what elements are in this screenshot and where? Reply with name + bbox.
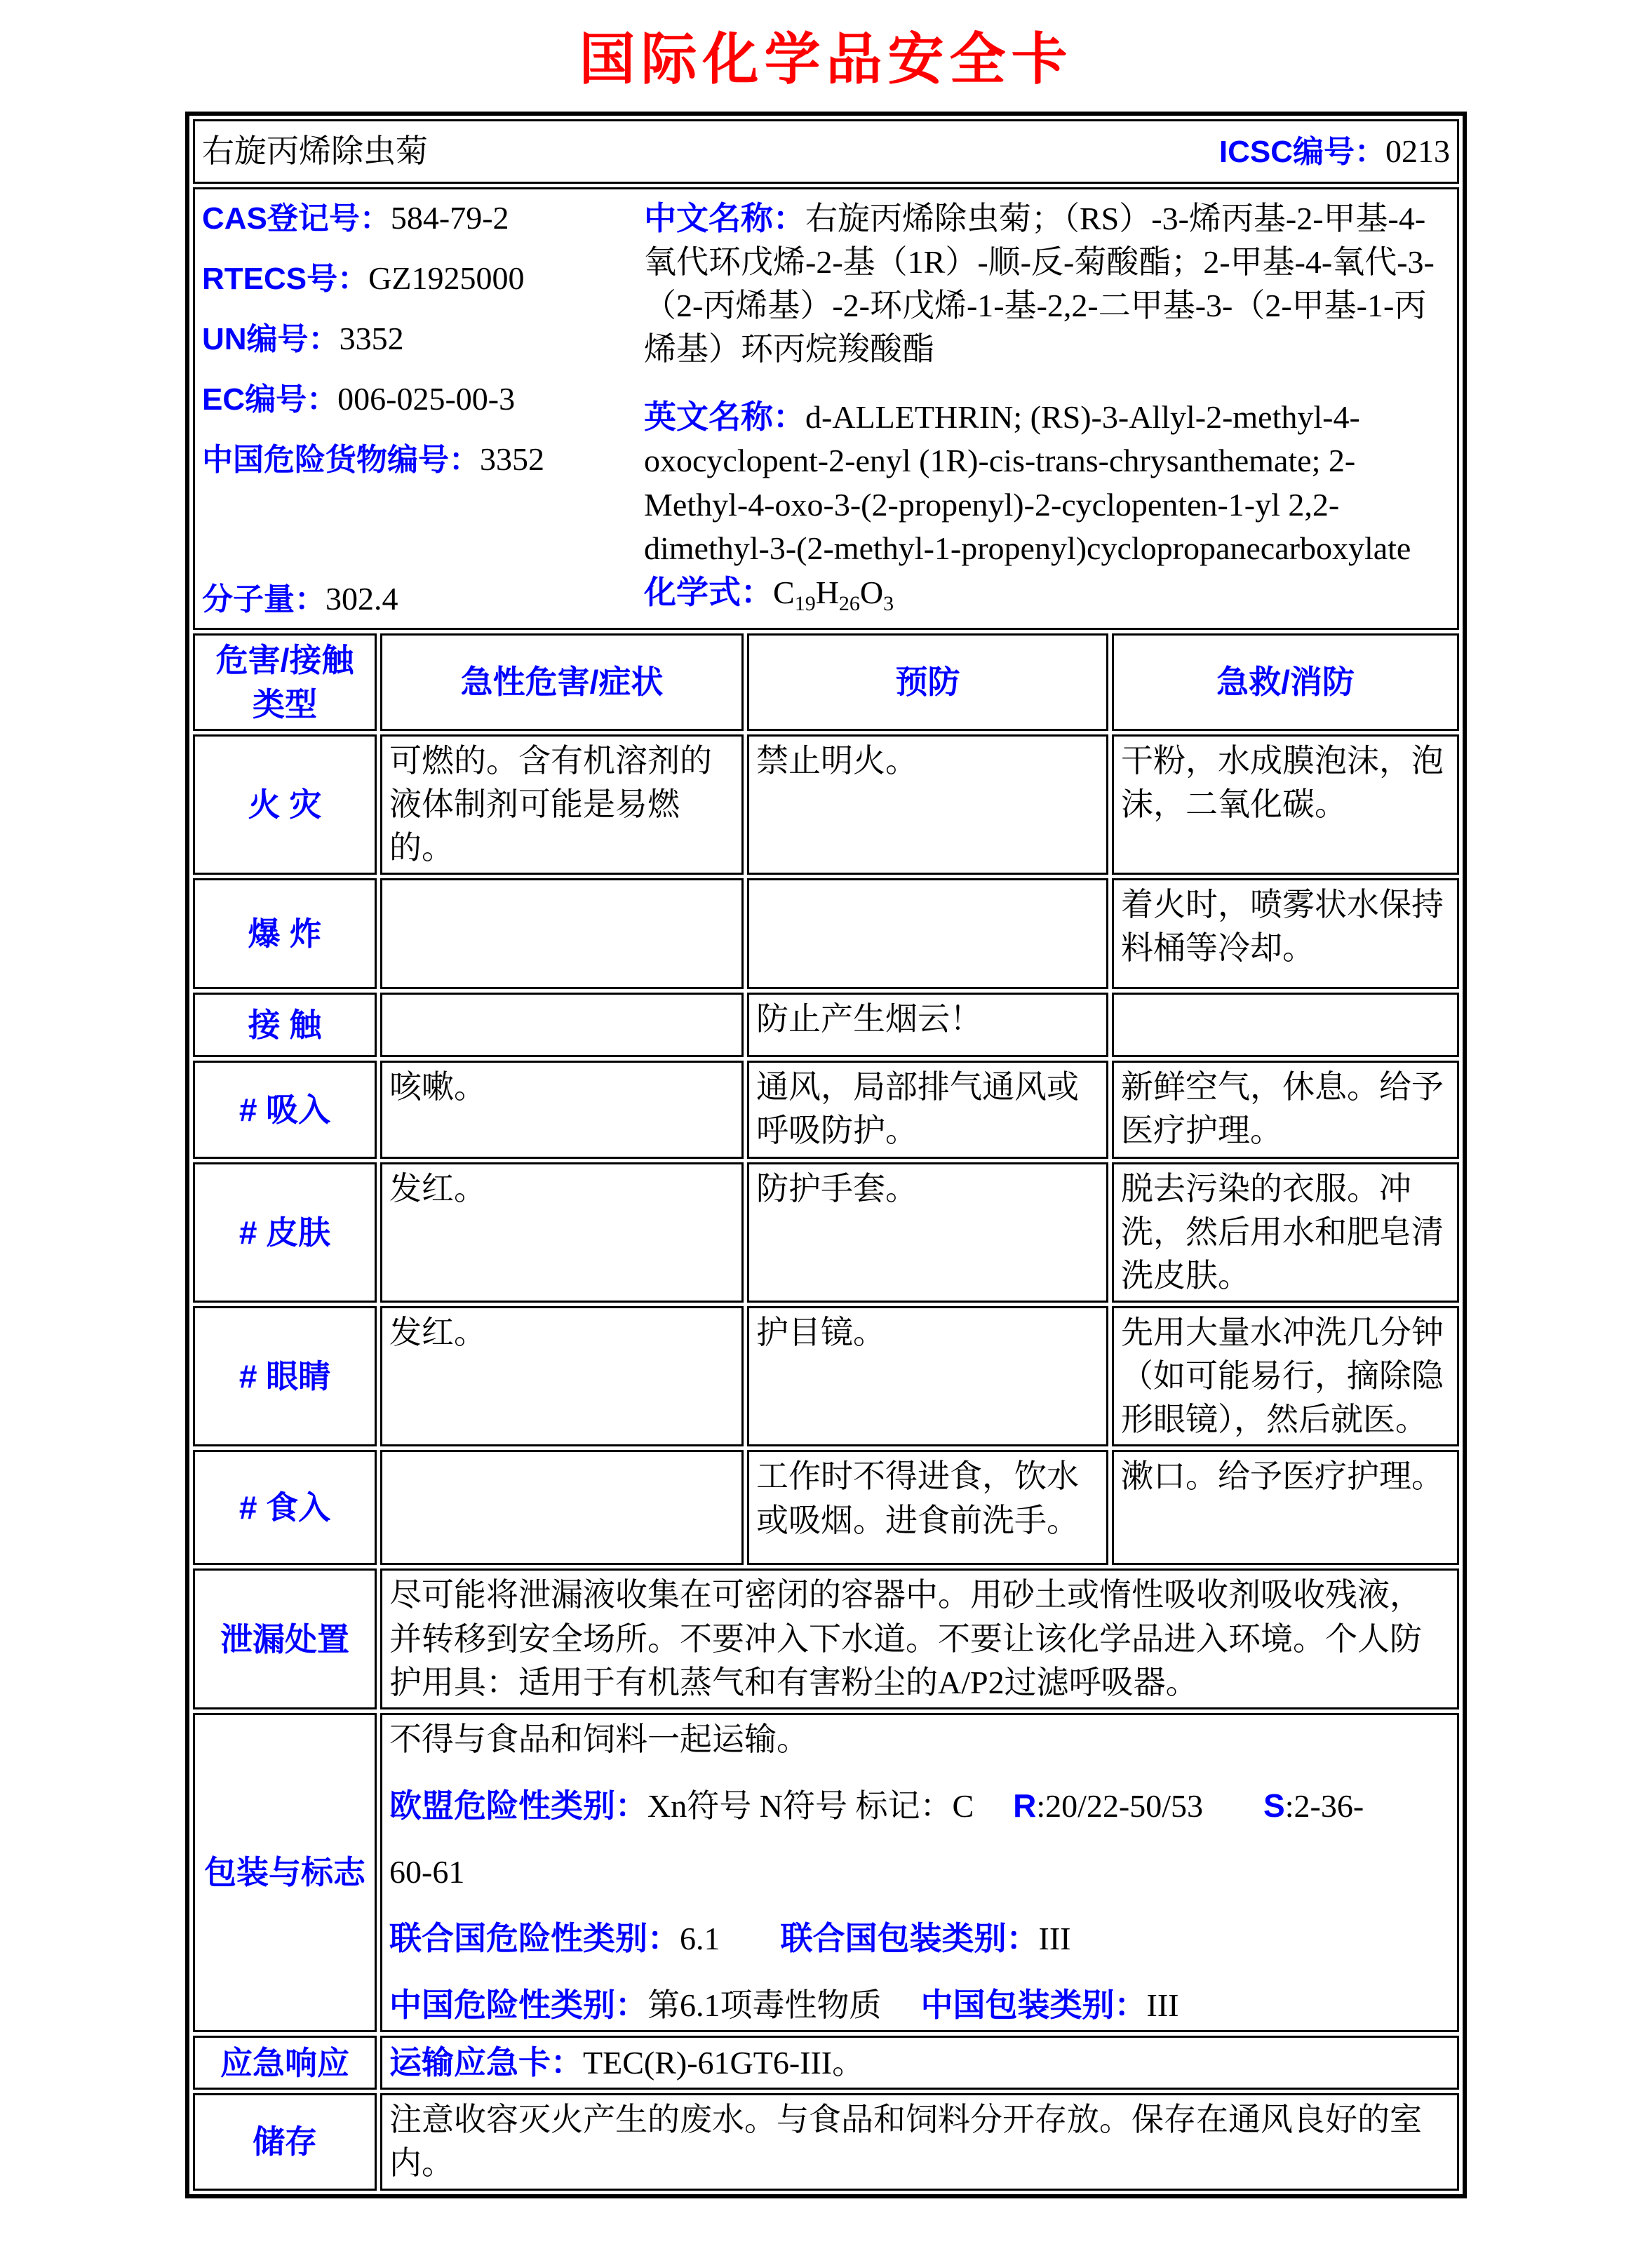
emergency-section-body [380, 2036, 1459, 2090]
header-prevention: 预防 [747, 633, 1108, 730]
names-block [644, 192, 1450, 625]
fire-prevention: 禁止明火。 [747, 734, 1108, 875]
hazard-row-skin [193, 1162, 1459, 1303]
un-number-line [202, 317, 644, 361]
un-pack-label: 联合国包装类别： [780, 1920, 1039, 1957]
hazard-row-fire [193, 734, 1459, 875]
hazard-row-exposure [193, 993, 1459, 1057]
cas-number-line [202, 196, 644, 240]
rtecs-label: RTECS号： [202, 262, 369, 297]
section-row-packaging [193, 1713, 1459, 2032]
packaging-cn-line [389, 1983, 1450, 2027]
eyes-firstaid: 先用大量水冲洗几分钟（如可能易行，摘除隐形眼镜），然后就医。 [1112, 1306, 1459, 1446]
emergency-section-label: 应急响应 [193, 2036, 377, 2090]
ec-number-line [202, 377, 644, 421]
chemical-formula-value: $C_{19}H_{26}O_3$ [773, 574, 894, 615]
english-name-paragraph [644, 395, 1450, 570]
section-row-emergency [193, 2036, 1459, 2090]
icsc-label: ICSC编号： [1218, 134, 1385, 169]
un-value: 3352 [339, 321, 404, 357]
exposure-prevention: 防止产生烟云！ [747, 993, 1108, 1057]
rtecs-number-line [202, 257, 644, 300]
identifiers-block [202, 192, 644, 625]
eu-s-label: S [1263, 1787, 1285, 1824]
eyes-prevention: 护目镜。 [747, 1306, 1108, 1446]
ingestion-prevention: 工作时不得进食，饮水或吸烟。进食前洗手。 [747, 1450, 1108, 1565]
molecular-weight-label: 分子量： [202, 582, 325, 617]
packaging-transport-note: 不得与食品和饲料一起运输。 [389, 1721, 809, 1757]
fire-type-label: 火 灾 [193, 734, 377, 875]
explosion-prevention [747, 878, 1108, 989]
english-name-value: d-ALLETHRIN; (RS)-3-Allyl-2-methyl-4-oxocyclopent-2-enyl (1R)-cis-trans-chrysanthemate; 2-Methyl-4-oxo-3-(2-propenyl)-2-cyclopenten-1-yl 2,2-dimethyl-3-(2-methyl-1-propenyl)cyclopropanecarboxylate [644, 399, 1411, 566]
cn-class-label: 中国危险性类别： [389, 1987, 647, 2024]
hazard-row-inhalation [193, 1061, 1459, 1159]
inhalation-prevention: 通风，局部排气通风或呼吸防护。 [747, 1061, 1108, 1159]
icsc-number: 0213 [1385, 133, 1450, 169]
icsc-card-table [185, 112, 1467, 2198]
spill-section-text: 尽可能将泄漏液收集在可密闭的容器中。用砂土或惰性吸收剂吸收残液，并转移到安全场所。不要冲入下水道。不要让该化学品进入环境。个人防护用具：适用于有机蒸气和有害粉尘的A/P2过滤呼吸器。 [380, 1568, 1459, 1709]
hazard-row-explosion [193, 878, 1459, 989]
eu-s-value: :2-36- [1284, 1787, 1364, 1824]
ingestion-type-label: # 食入 [193, 1450, 377, 1565]
packaging-eu-class-line [389, 1784, 1450, 1828]
transport-emergency-card-label: 运输应急卡： [389, 2044, 583, 2081]
header-hazard-type-line2: 类型 [253, 685, 317, 723]
un-pack-value: III [1038, 1921, 1071, 1957]
eyes-type-label: # 眼睛 [193, 1306, 377, 1446]
cn-dg-value: 3352 [480, 441, 544, 478]
packaging-section-label: 包装与标志 [193, 1713, 377, 2032]
inhalation-symptoms: 咳嗽。 [380, 1061, 744, 1159]
chinese-name-value: 右旋丙烯除虫菊；（RS）-3-烯丙基-2-甲基-4-氧代环戊烯-2-基（1R）-顺-反-菊酸酯；2-甲基-4-氧代-3-（2-丙烯基）-2-环戊烯-1-基-2,2-二甲基-3-（2-甲基-1-丙烯基）环丙烷羧酸酯 [644, 201, 1435, 368]
chemical-formula-label: 化学式： [644, 573, 773, 610]
hazard-row-eyes [193, 1306, 1459, 1446]
un-class-value: 6.1 [680, 1921, 720, 1957]
identifiers-names-row [193, 187, 1459, 630]
icsc-page [0, 14, 1652, 2244]
packaging-eu-class-continuation: 60-61 [389, 1853, 465, 1890]
explosion-type-label: 爆 炸 [193, 878, 377, 989]
ingestion-symptoms [380, 1450, 744, 1565]
spill-section-label: 泄漏处置 [193, 1568, 377, 1709]
exposure-type-label: 接 触 [193, 993, 377, 1057]
english-name-label: 英文名称： [644, 398, 805, 436]
cn-dg-label: 中国危险货物编号： [202, 443, 480, 478]
eu-r-value: :20/22-50/53 [1036, 1787, 1204, 1824]
skin-type-label: # 皮肤 [193, 1162, 377, 1303]
cn-dangerous-goods-line [202, 438, 644, 481]
ec-label: EC编号： [202, 382, 338, 417]
storage-section-text: 注意收容灭火产生的废水。与食品和饲料分开存放。保存在通风良好的室内。 [380, 2093, 1459, 2190]
chemical-name: 右旋丙烯除虫菊 [202, 133, 428, 169]
molecular-weight-value: 302.4 [325, 581, 398, 617]
inhalation-firstaid: 新鲜空气，休息。给予医疗护理。 [1112, 1061, 1459, 1159]
packaging-un-line [389, 1916, 1450, 1961]
section-row-spill [193, 1568, 1459, 1709]
molecular-weight-line [202, 577, 644, 621]
skin-symptoms: 发红。 [380, 1162, 744, 1303]
header-firstaid: 急救/消防 [1112, 633, 1459, 730]
fire-symptoms: 可燃的。含有机溶剂的液体制剂可能是易燃的。 [380, 734, 744, 875]
cn-pack-value: III [1146, 1987, 1179, 2024]
explosion-firstaid: 着火时，喷雾状水保持料桶等冷却。 [1112, 878, 1459, 989]
un-class-label: 联合国危险性类别： [389, 1920, 680, 1957]
eu-r-label: R [1013, 1787, 1037, 1824]
cas-label: CAS登记号： [202, 201, 391, 236]
explosion-symptoms [380, 878, 744, 989]
inhalation-type-label: # 吸入 [193, 1061, 377, 1159]
eu-class-symbols: Xn符号 N符号 标记：C [647, 1787, 974, 1824]
card-header-row [193, 119, 1459, 184]
eu-class-label: 欧盟危险性类别： [389, 1787, 647, 1824]
fire-firstaid: 干粉，水成膜泡沫，泡沫，二氧化碳。 [1112, 734, 1459, 875]
skin-prevention: 防护手套。 [747, 1162, 1108, 1303]
eyes-symptoms: 发红。 [380, 1306, 744, 1446]
ingestion-firstaid: 漱口。给予医疗护理。 [1112, 1450, 1459, 1565]
cn-pack-label: 中国包装类别： [920, 1987, 1147, 2024]
cas-value: 584-79-2 [390, 200, 509, 236]
ec-value: 006-025-00-3 [337, 381, 516, 417]
storage-section-label: 储存 [193, 2093, 377, 2190]
card-header-cell [193, 119, 1459, 184]
header-symptoms: 急性危害/症状 [380, 633, 744, 730]
identifiers-names-cell [193, 187, 1459, 630]
hazard-row-ingestion [193, 1450, 1459, 1565]
chinese-name-label: 中文名称： [644, 200, 805, 236]
exposure-symptoms [380, 993, 744, 1057]
transport-emergency-card-value: TEC(R)-61GT6-III。 [583, 2045, 865, 2081]
un-label: UN编号： [202, 322, 340, 357]
packaging-section-body [380, 1713, 1459, 2032]
rtecs-value: GZ1925000 [368, 260, 525, 297]
chinese-name-paragraph [644, 196, 1450, 371]
exposure-firstaid [1112, 993, 1459, 1057]
cn-class-value: 第6.1项毒性物质 [647, 1987, 882, 2024]
chemical-formula-line [644, 570, 1450, 619]
header-hazard-type [193, 633, 377, 730]
skin-firstaid: 脱去污染的衣服。冲洗，然后用水和肥皂清洗皮肤。 [1112, 1162, 1459, 1303]
hazard-header-row [193, 633, 1459, 730]
section-row-storage [193, 2093, 1459, 2190]
icsc-number-group [1219, 130, 1450, 173]
page-title: 国际化学品安全卡 [579, 28, 1073, 90]
header-hazard-type-line1: 危害/接触 [215, 642, 354, 679]
